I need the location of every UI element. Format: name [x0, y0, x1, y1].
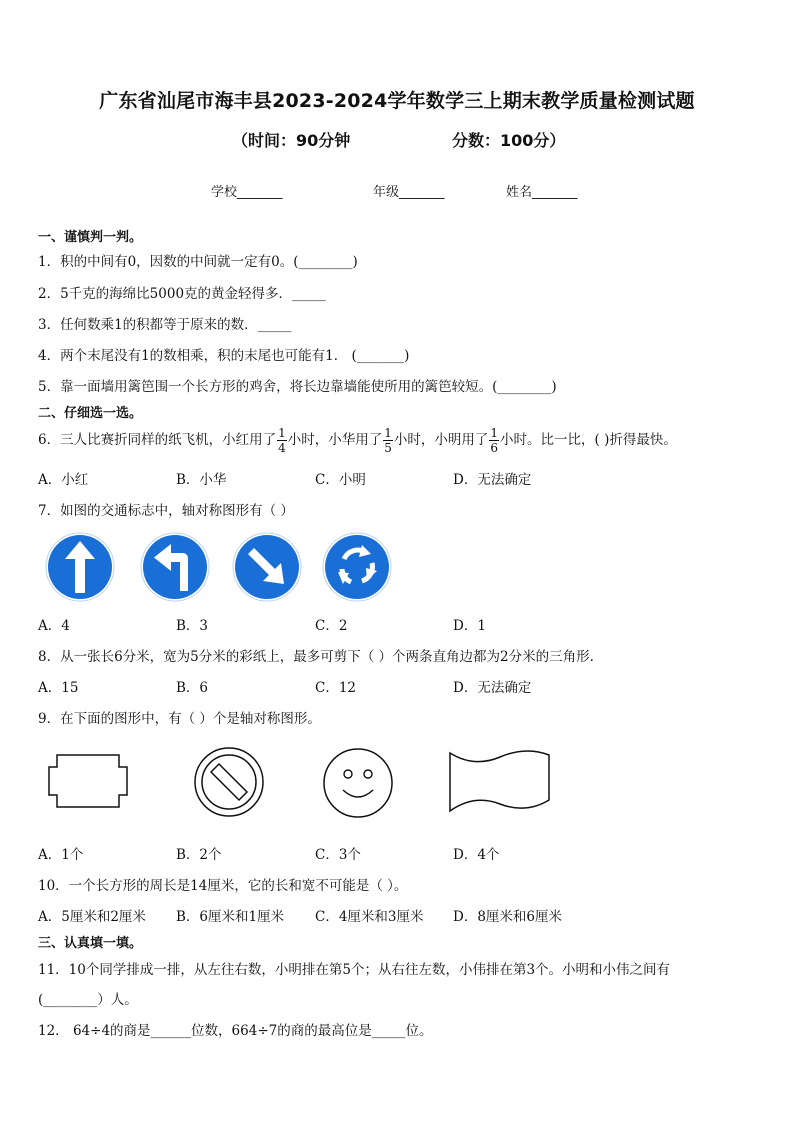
- q8-option-c: C．12: [315, 680, 357, 696]
- q10-option-a: A．5厘米和2厘米: [38, 909, 146, 925]
- q9-option-d: D．4个: [453, 847, 500, 863]
- question-4: 4．两个末尾没有1的数相乘，积的末尾也可能有1． (_______): [38, 348, 410, 364]
- question-7: 7．如图的交通标志中，轴对称图形有（ ）: [38, 503, 294, 519]
- question-12: 12． 64÷4的商是______位数，664÷7的商的最高位是_____位。: [38, 1023, 433, 1039]
- q9-option-a: A．1个: [38, 847, 84, 863]
- question-8: 8．从一张长6分米，宽为5分米的彩纸上，最多可剪下（ ）个两条直角边都为2分米的三角形.: [38, 649, 594, 665]
- section-heading-3: 三、认真填一填。: [38, 936, 143, 951]
- q9-option-b: B．2个: [176, 847, 222, 863]
- no-entry-sign-shape: [193, 746, 265, 818]
- question-5: 5．靠一面墙用篱笆围一个长方形的鸡舍，将长边靠墙能使所用的篱笆较短。(________): [38, 379, 557, 395]
- question-11-line-2: (________）人。: [38, 992, 138, 1008]
- wavy-flag-shape: [448, 750, 552, 814]
- diagonal-arrow-sign-icon: [232, 532, 302, 602]
- q9-option-c: C．3个: [315, 847, 361, 863]
- q6-option-b: B．小华: [176, 472, 227, 488]
- q8-option-b: B．6: [176, 680, 209, 696]
- score-text: 分数：100分）: [452, 131, 566, 150]
- question-6-part-3: 小时，小明用了: [393, 432, 489, 448]
- q7-option-d: D．1: [453, 618, 486, 634]
- fraction-1-4: $\frac{1}{4}$: [278, 426, 286, 455]
- q10-option-d: D．8厘米和6厘米: [453, 909, 563, 925]
- school-field: 学校_______: [211, 185, 283, 200]
- question-6-part-2: 小时，小华用了: [287, 432, 383, 448]
- roundabout-sign-icon: [322, 532, 392, 602]
- fraction-1-5: $\frac{1}{5}$: [384, 426, 392, 455]
- q6-option-c: C．小明: [315, 472, 366, 488]
- question-1: 1．积的中间有0，因数的中间就一定有0。(________): [38, 254, 358, 270]
- name-field: 姓名_______: [506, 185, 578, 200]
- straight-arrow-sign-icon: [45, 532, 115, 602]
- q7-option-b: B．3: [176, 618, 209, 634]
- question-2: 2．5千克的海绵比5000克的黄金轻得多．_____: [38, 286, 326, 302]
- q6-option-a: A．小红: [38, 472, 89, 488]
- q8-option-a: A．15: [38, 680, 79, 696]
- time-text: （时间：90分钟: [232, 131, 351, 150]
- section-heading-2: 二、仔细选一选。: [38, 406, 143, 421]
- q10-option-b: B．6厘米和1厘米: [176, 909, 285, 925]
- q6-option-d: D．无法确定: [453, 472, 532, 488]
- page-title: 广东省汕尾市海丰县2023-2024学年数学三上期末教学质量检测试题: [99, 90, 695, 112]
- q7-option-a: A．4: [38, 618, 70, 634]
- fraction-1-6: $\frac{1}{6}$: [490, 426, 499, 455]
- question-3: 3．任何数乘1的积都等于原来的数．_____: [38, 317, 292, 333]
- question-9: 9．在下面的图形中，有（ ）个是轴对称图形。: [38, 711, 321, 727]
- q10-option-c: C．4厘米和3厘米: [315, 909, 424, 925]
- section-heading-1: 一、谨慎判一判。: [38, 230, 143, 245]
- grade-field: 年级_______: [373, 185, 445, 200]
- smiley-face-shape: [322, 747, 394, 819]
- question-11-line-1: 11．10个同学排成一排，从左往右数，小明排在第5个；从右往左数，小伟排在第3个。小明和小伟之间有: [38, 962, 671, 978]
- question-10: 10．一个长方形的周长是14厘米，它的长和宽不可能是（ ）。: [38, 878, 408, 894]
- left-turn-sign-icon: [140, 532, 210, 602]
- question-6-part-1: 6．三人比赛折同样的纸飞机，小红用了: [38, 432, 277, 448]
- q7-option-c: C．2: [315, 618, 348, 634]
- question-6: [38, 420, 677, 460]
- notched-rectangle-shape: [48, 752, 130, 812]
- question-6-part-4: 小时。比一比，( )折得最快。: [500, 432, 677, 448]
- q8-option-d: D．无法确定: [453, 680, 532, 696]
